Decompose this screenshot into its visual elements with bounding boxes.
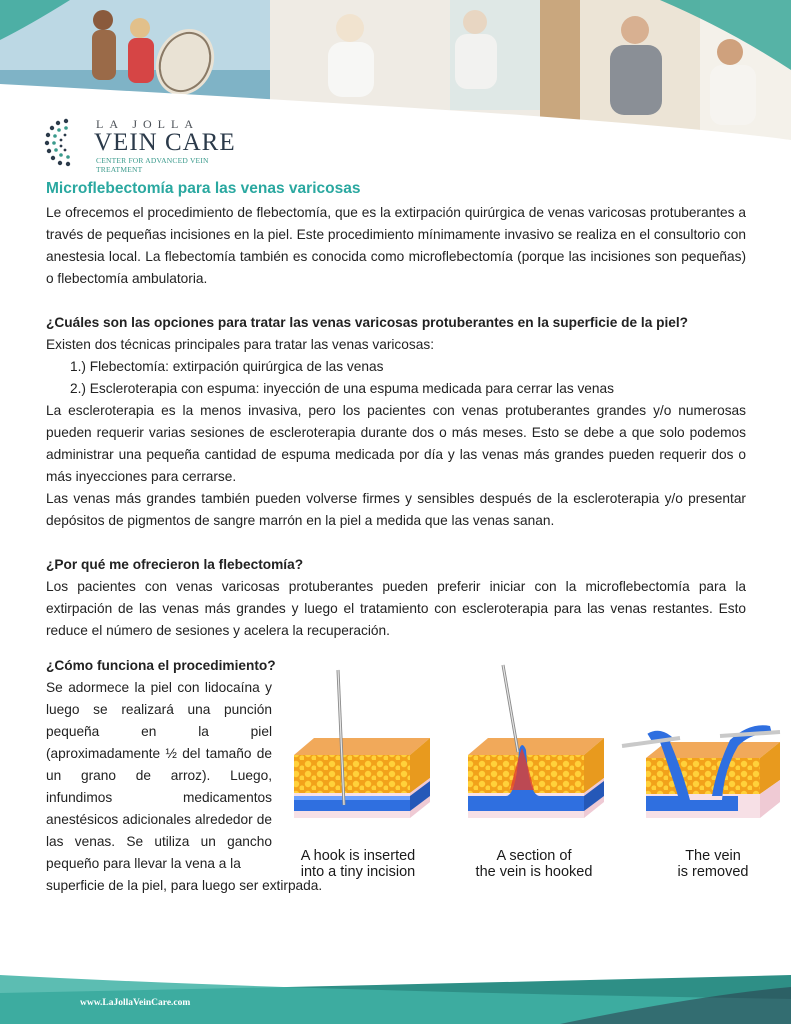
caption-2: A section of the vein is hooked xyxy=(475,848,593,880)
logo-name-big: VEIN CARE xyxy=(94,129,236,156)
how-paragraph-end: superficie de la piel, para luego ser extirpada. xyxy=(46,878,323,893)
options-heading: ¿Cuáles son las opciones para tratar las venas varicosas protuberantes en la superficie de la piel? xyxy=(46,315,689,330)
options-lead: Existen dos técnicas principales para tratar las venas varicosas: xyxy=(46,337,434,352)
footer-website-link[interactable]: www.LaJollaVeinCare.com xyxy=(80,998,191,1008)
vein-hooked-illustration xyxy=(466,660,606,835)
options-paragraph-2: Las venas más grandes también pueden volverse firmes y sensibles después de la escleroterapia y/o presentar depósitos de pigmentos de sangre marrón en la piel a medida que las venas sanan. xyxy=(46,491,746,528)
page-title: Microflebectomía para las venas varicosas xyxy=(46,180,361,197)
caption-1: A hook is inserted into a tiny incision xyxy=(300,848,416,880)
logo-tagline: CENTER FOR ADVANCED VEIN TREATMENT xyxy=(96,156,209,174)
list-item: 2.) Escleroterapia con espuma: inyección de una espuma medicada para cerrar las venas xyxy=(70,381,614,396)
intro-paragraph: Le ofrecemos el procedimiento de flebectomía, que es la extirpación quirúrgica de venas varicosas protuberantes a través de pequeñas incisiones en la piel. Este procedimiento mínimamente invasivo se realiza en el consultorio con anestesia local. La flebectomía también es conocida como microflebectomía (porque las incisiones son pequeñas) o flebectomía ambulatoria. xyxy=(46,205,746,286)
how-heading: ¿Cómo funciona el procedimiento? xyxy=(46,658,276,673)
logo-circle-icon xyxy=(44,117,88,167)
options-list xyxy=(46,356,746,400)
caption-3: The vein is removed xyxy=(677,848,749,880)
options-paragraph-1: La escleroterapia es la menos invasiva, pero los pacientes con venas protuberantes grandes y/o numerosas pueden requerir varias sesiones de escleroterapia durante dos o más meses. Esto se debe a que solo podemos administrar una pequeña cantidad de espuma medicada por día y las venas más grandes pueden requerir dos o más inyecciones para cerrarse. xyxy=(46,403,746,484)
main-content xyxy=(46,178,746,642)
vein-removed-illustration xyxy=(620,660,785,835)
logo-name-small: LA JOLLA xyxy=(96,117,199,131)
why-heading: ¿Por qué me ofrecieron la flebectomía? xyxy=(46,557,304,572)
how-paragraph: Se adormece la piel con lidocaína y luego se realizará una punción pequeña en la piel (aproximadamente ½ del tamaño de un grano de arroz). Luego, infundimos medicamentos anestésicos adicionales alrededor de las venas. Se utiliza un gancho pequeño para llevar la vena a la xyxy=(46,680,272,871)
why-paragraph: Los pacientes con venas varicosas protuberantes pueden preferir iniciar con la microflebectomía para la extirpación de las venas más grandes y luego el tratamiento con escleroterapia para las venas restantes. Esto reduce el número de sesiones y acelera la recuperación. xyxy=(46,579,746,638)
brand-logo xyxy=(44,117,254,174)
hook-inserted-illustration xyxy=(292,660,432,835)
list-item: 1.) Flebectomía: extirpación quirúrgica de las venas xyxy=(70,359,384,374)
